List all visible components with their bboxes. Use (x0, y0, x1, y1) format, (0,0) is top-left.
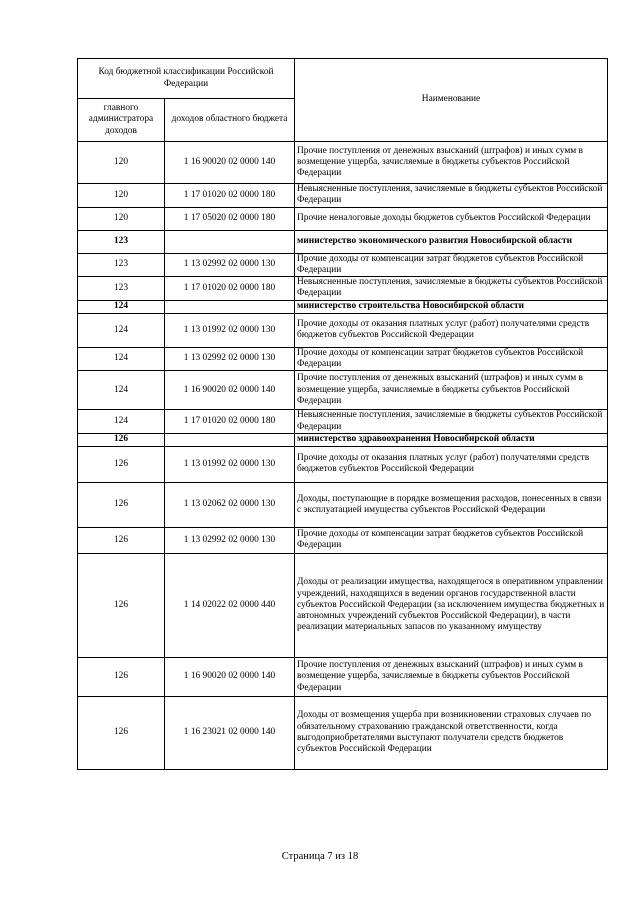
name-cell: Прочие доходы от компенсации затрат бюджетов субъектов Российской Федерации (295, 347, 608, 371)
income-code-cell: 1 16 90020 02 0000 140 (165, 142, 295, 184)
name-cell: Невыясненные поступления, зачисляемые в бюджеты субъектов Российской Федерации (295, 184, 608, 208)
admin-code-cell: 124 (78, 410, 165, 434)
admin-code-cell: 126 (78, 446, 165, 482)
table-row (78, 277, 608, 301)
admin-code-cell: 124 (78, 371, 165, 410)
table-row (78, 207, 608, 230)
name-cell: Невыясненные поступления, зачисляемые в бюджеты субъектов Российской Федерации (295, 410, 608, 434)
admin-code-cell: 126 (78, 657, 165, 696)
table-row (78, 446, 608, 482)
income-code-cell: 1 17 05020 02 0000 180 (165, 207, 295, 230)
table-row (78, 347, 608, 371)
name-cell: Прочие поступления от денежных взысканий (штрафов) и иных сумм в возмещение ущерба, зачисляемые в бюджеты субъектов Российской Федерации (295, 657, 608, 696)
table-row (78, 433, 608, 446)
name-cell: министерство строительства Новосибирской области (295, 300, 608, 313)
name-cell: министерство экономического развития Новосибирской области (295, 230, 608, 253)
income-code-cell: 1 17 01020 02 0000 180 (165, 410, 295, 434)
income-code-cell (165, 433, 295, 446)
header-admin: главного администратора доходов (78, 99, 165, 142)
name-cell: министерство здравоохранения Новосибирской области (295, 433, 608, 446)
table-row (78, 300, 608, 313)
income-code-cell: 1 13 02992 02 0000 130 (165, 253, 295, 277)
header-group: Код бюджетной классификации Российской Федерации (78, 59, 295, 99)
table-row (78, 142, 608, 184)
budget-classification-table (77, 58, 608, 770)
name-cell: Доходы, поступающие в порядке возмещения расходов, понесенных в связи с эксплуатацией имущества субъектов Российской Федерации (295, 482, 608, 527)
page-footer: Страница 7 из 18 (281, 851, 359, 862)
admin-code-cell: 123 (78, 253, 165, 277)
table-row (78, 410, 608, 434)
table-row (78, 553, 608, 657)
admin-code-cell: 126 (78, 482, 165, 527)
name-cell: Прочие доходы от оказания платных услуг (работ) получателями средств бюджетов субъектов Российской Федерации (295, 446, 608, 482)
admin-code-cell: 120 (78, 207, 165, 230)
table-row (78, 657, 608, 696)
admin-code-cell: 123 (78, 230, 165, 253)
name-cell: Доходы от реализации имущества, находящегося в оперативном управлении учреждений, находящихся в ведении органов государственной власти субъектов Российской Федерации (за исключением имущества бюджетных и автономных учреждений субъектов Российской Федерации), в части реализации материальных запасов по указанному имуществу (295, 553, 608, 657)
name-cell: Невыясненные поступления, зачисляемые в бюджеты субъектов Российской Федерации (295, 277, 608, 301)
admin-code-cell: 126 (78, 433, 165, 446)
admin-code-cell: 120 (78, 184, 165, 208)
income-code-cell: 1 17 01020 02 0000 180 (165, 184, 295, 208)
income-code-cell: 1 13 01992 02 0000 130 (165, 446, 295, 482)
admin-code-cell: 126 (78, 696, 165, 769)
name-cell: Прочие поступления от денежных взысканий (штрафов) и иных сумм в возмещение ущерба, зачисляемые в бюджеты субъектов Российской Федерации (295, 142, 608, 184)
table-row (78, 482, 608, 527)
income-code-cell: 1 13 02992 02 0000 130 (165, 527, 295, 553)
table-row (78, 253, 608, 277)
income-code-cell: 1 16 90020 02 0000 140 (165, 371, 295, 410)
income-code-cell: 1 17 01020 02 0000 180 (165, 277, 295, 301)
income-code-cell: 1 13 02992 02 0000 130 (165, 347, 295, 371)
admin-code-cell: 124 (78, 347, 165, 371)
name-cell: Прочие поступления от денежных взысканий (штрафов) и иных сумм в возмещение ущерба, зачисляемые в бюджеты субъектов Российской Федерации (295, 371, 608, 410)
admin-code-cell: 123 (78, 277, 165, 301)
income-code-cell: 1 16 23021 02 0000 140 (165, 696, 295, 769)
table-row (78, 696, 608, 769)
admin-code-cell: 120 (78, 142, 165, 184)
admin-code-cell: 126 (78, 527, 165, 553)
header-income: доходов областного бюджета (165, 99, 295, 142)
admin-code-cell: 124 (78, 300, 165, 313)
income-code-cell (165, 300, 295, 313)
income-code-cell: 1 13 02062 02 0000 130 (165, 482, 295, 527)
admin-code-cell: 126 (78, 553, 165, 657)
income-code-cell: 1 14 02022 02 0000 440 (165, 553, 295, 657)
table-row (78, 313, 608, 347)
admin-code-cell: 124 (78, 313, 165, 347)
table-body (78, 142, 608, 770)
table-row (78, 184, 608, 208)
table-row (78, 230, 608, 253)
table-row (78, 371, 608, 410)
income-code-cell (165, 230, 295, 253)
table-row (78, 527, 608, 553)
income-code-cell: 1 13 01992 02 0000 130 (165, 313, 295, 347)
name-cell: Прочие неналоговые доходы бюджетов субъектов Российской Федерации (295, 207, 608, 230)
header-name: Наименование (295, 59, 608, 142)
name-cell: Прочие доходы от компенсации затрат бюджетов субъектов Российской Федерации (295, 527, 608, 553)
name-cell: Прочие доходы от компенсации затрат бюджетов субъектов Российской Федерации (295, 253, 608, 277)
name-cell: Доходы от возмещения ущерба при возникновении страховых случаев по обязательному страхованию гражданской ответственности, когда выгодоприобретателями выступают получатели средств бюджетов субъектов Российской Федерации (295, 696, 608, 769)
income-code-cell: 1 16 90020 02 0000 140 (165, 657, 295, 696)
name-cell: Прочие доходы от оказания платных услуг (работ) получателями средств бюджетов субъектов Российской Федерации (295, 313, 608, 347)
